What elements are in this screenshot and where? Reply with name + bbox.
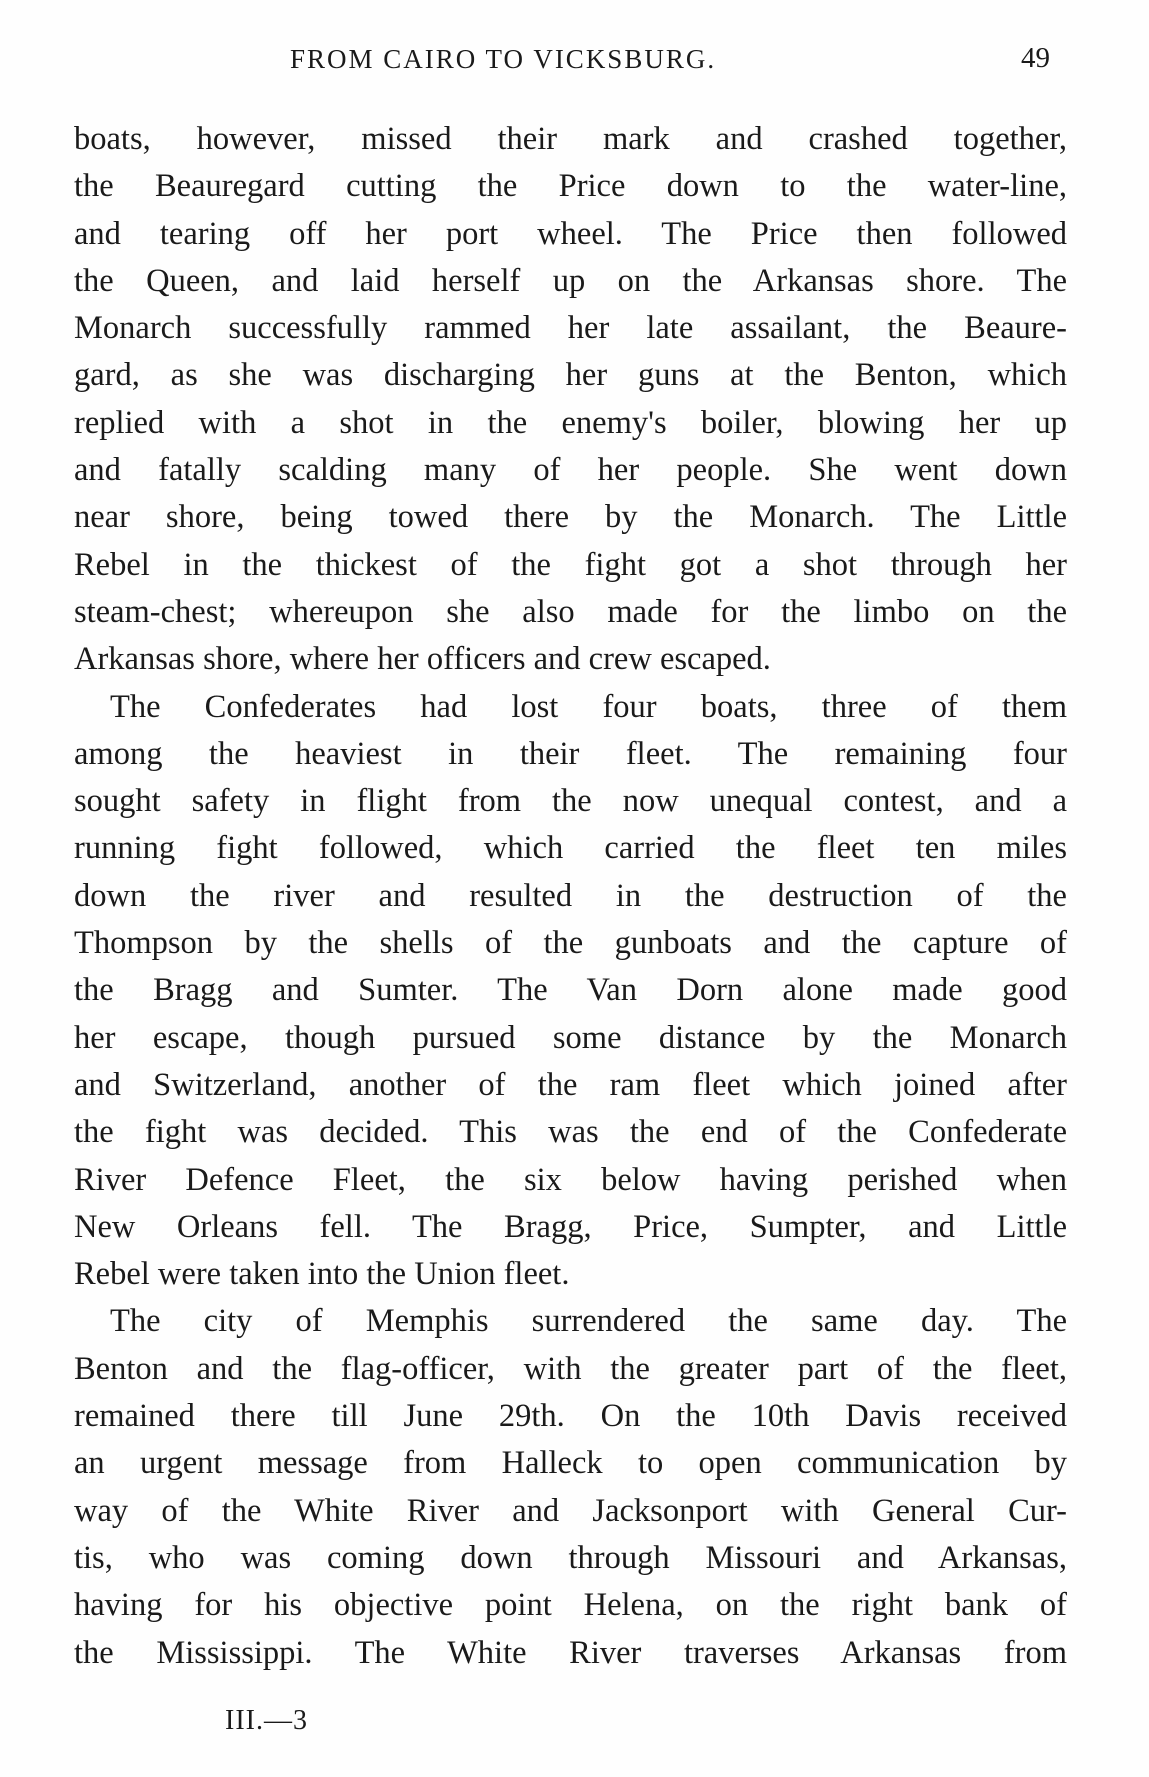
text-line: tis, who was coming down through Missouri and Arkansas, — [74, 1539, 1067, 1576]
text-line: near shore, being towed there by the Monarch. The Little — [74, 499, 1067, 536]
text-line: boats, however, missed their mark and crashed together, — [74, 121, 1067, 157]
text-line: Rebel in the thickest of the fight got a shot through her — [74, 546, 1067, 583]
text-line: Rebel were taken into the Union fleet. — [74, 1256, 570, 1293]
body-text — [74, 116, 1067, 1677]
text-line: Arkansas shore, where her officers and crew escaped. — [74, 641, 771, 678]
text-line: the Mississippi. The White River traverses Arkansas from — [74, 1634, 1067, 1671]
page-number: 49 — [1021, 42, 1050, 74]
text-line: and Switzerland, another of the ram fleet which joined after — [74, 1066, 1067, 1103]
text-line: Thompson by the shells of the gunboats and the capture of — [74, 925, 1067, 962]
text-line: the Queen, and laid herself up on the Arkansas shore. The — [74, 262, 1067, 299]
text-line: and fatally scalding many of her people. She went down — [74, 452, 1067, 489]
text-line: River Defence Fleet, the six below having perished when — [74, 1161, 1067, 1198]
text-line: replied with a shot in the enemy's boiler, blowing her up — [74, 404, 1067, 441]
text-line: steam-chest; whereupon she also made for the limbo on the — [74, 593, 1067, 630]
text-line: and tearing off her port wheel. The Price then followed — [74, 215, 1067, 252]
paragraph-3 — [74, 1298, 1067, 1676]
text-line: among the heaviest in their fleet. The remaining four — [74, 735, 1067, 772]
text-line: The city of Memphis surrendered the same day. The — [110, 1303, 1067, 1340]
text-line: sought safety in flight from the now unequal contest, and a — [74, 783, 1067, 820]
text-line: way of the White River and Jacksonport with General Cur- — [74, 1492, 1067, 1529]
paragraph-1 — [74, 116, 1067, 684]
text-line: the Bragg and Sumter. The Van Dorn alone made good — [74, 972, 1067, 1009]
text-line: running fight followed, which carried the fleet ten miles — [74, 830, 1067, 867]
text-line: having for his objective point Helena, on the right bank of — [74, 1587, 1067, 1624]
text-line: her escape, though pursued some distance by the Monarch — [74, 1019, 1067, 1056]
paragraph-2 — [74, 684, 1067, 1299]
text-line: the Beauregard cutting the Price down to the water-line, — [74, 168, 1067, 205]
signature-mark: III.—3 — [225, 1705, 308, 1736]
running-title: FROM CAIRO TO VICKSBURG. — [290, 44, 717, 74]
text-line: an urgent message from Halleck to open communication by — [74, 1445, 1067, 1482]
text-line: remained there till June 29th. On the 10th Davis received — [74, 1398, 1067, 1435]
text-line: gard, as she was discharging her guns at the Benton, which — [74, 357, 1067, 394]
running-head — [70, 44, 1070, 84]
text-line: New Orleans fell. The Bragg, Price, Sumpter, and Little — [74, 1208, 1067, 1245]
text-line: The Confederates had lost four boats, three of them — [110, 688, 1067, 725]
text-line: down the river and resulted in the destruction of the — [74, 877, 1067, 914]
text-line: Monarch successfully rammed her late assailant, the Beaure- — [74, 310, 1067, 347]
text-line: Benton and the flag-officer, with the greater part of the fleet, — [74, 1350, 1067, 1387]
text-line: the fight was decided. This was the end of the Confederate — [74, 1114, 1067, 1151]
